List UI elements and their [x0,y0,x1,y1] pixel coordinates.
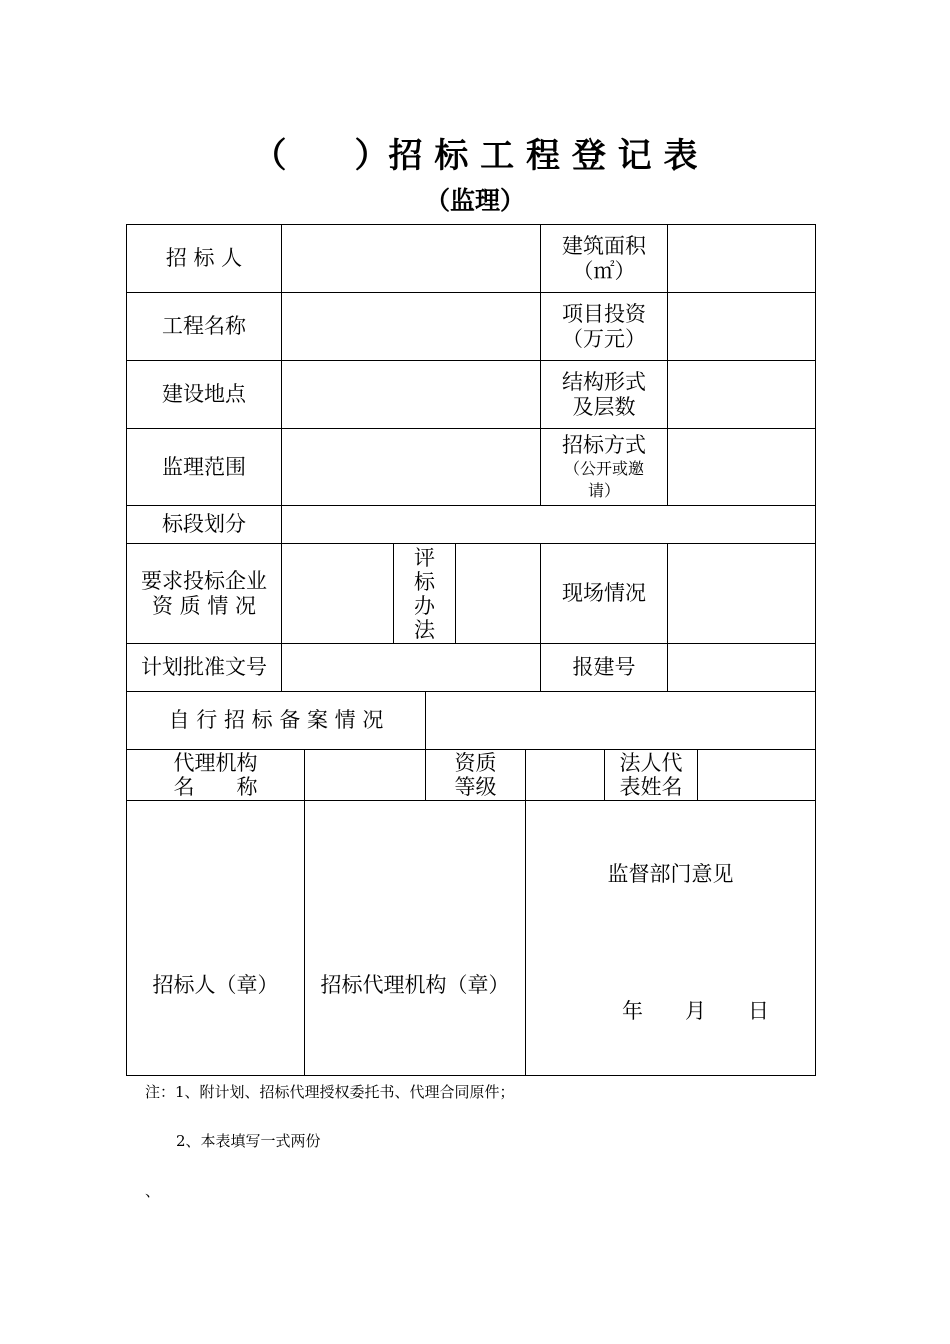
form-subtitle: （监理） [424,186,525,215]
label-qualification-level: 资质 等级 [454,751,497,799]
label-filing-number: 报建号 [572,655,636,679]
agency-seal-label: 招标代理机构（章） [320,973,510,997]
evaluation-method-field[interactable] [456,544,540,643]
table-border-bottom [126,1075,816,1076]
label-self-tender-filing: 自 行 招 标 备 案 情 况 [168,708,384,732]
label-tender-method: 招标方式 （公开或邀 请） [562,432,646,500]
label-location: 建设地点 [162,382,246,406]
note-line-1: 注：1、附计划、招标代理授权委托书、代理合同原件； [145,1083,515,1101]
label-site-status: 现场情况 [562,581,646,605]
qualification-requirement-field[interactable] [282,544,393,643]
label-legal-representative: 法人代 表姓名 [619,751,683,799]
label-structure: 结构形式 及层数 [562,369,646,419]
floor-area-field[interactable] [668,225,815,292]
tenderer-seal-cell[interactable] [127,801,304,1075]
project-name-field[interactable] [282,293,540,360]
investment-field[interactable] [668,293,815,360]
label-scope: 监理范围 [162,454,246,479]
filing-number-field[interactable] [668,644,815,691]
label-qualification-requirement: 要求投标企业 资 质 情 况 [141,568,267,618]
scope-field[interactable] [282,429,540,505]
qualification-level-field[interactable] [526,750,604,800]
table-border-right [815,224,816,1076]
label-tenderer: 招 标 人 [165,246,243,270]
tenderer-field[interactable] [282,225,540,292]
legal-representative-field[interactable] [698,750,815,800]
section-division-field[interactable] [282,506,815,543]
label-agency-name: 代理机构 名 称 [173,751,258,799]
self-tender-filing-field[interactable] [426,692,815,749]
tender-method-field[interactable] [668,429,815,505]
note-mark: 、 [145,1182,161,1200]
label-project-name: 工程名称 [162,314,246,338]
label-floor-area: 建筑面积 （㎡） [562,233,646,283]
label-investment: 项目投资 （万元） [562,301,646,351]
approval-number-field[interactable] [282,644,540,691]
supervision-opinion-label: 监督部门意见 [607,862,734,886]
date-label: 年 月 日 [622,999,769,1023]
structure-field[interactable] [668,361,815,428]
agency-seal-cell[interactable] [305,801,525,1075]
label-approval-number: 计划批准文号 [141,655,267,679]
site-status-field[interactable] [668,544,815,643]
note-line-2: 2、本表填写一式两份 [176,1132,321,1150]
label-evaluation-method: 评 标 办 法 [414,545,435,642]
form-title: （ ）招 标 工 程 登 记 表 [252,136,698,176]
supervision-opinion-cell[interactable] [526,801,815,1075]
agency-name-field[interactable] [305,750,425,800]
location-field[interactable] [282,361,540,428]
tenderer-seal-label: 招标人（章） [152,973,279,997]
label-section-division: 标段划分 [162,512,246,536]
